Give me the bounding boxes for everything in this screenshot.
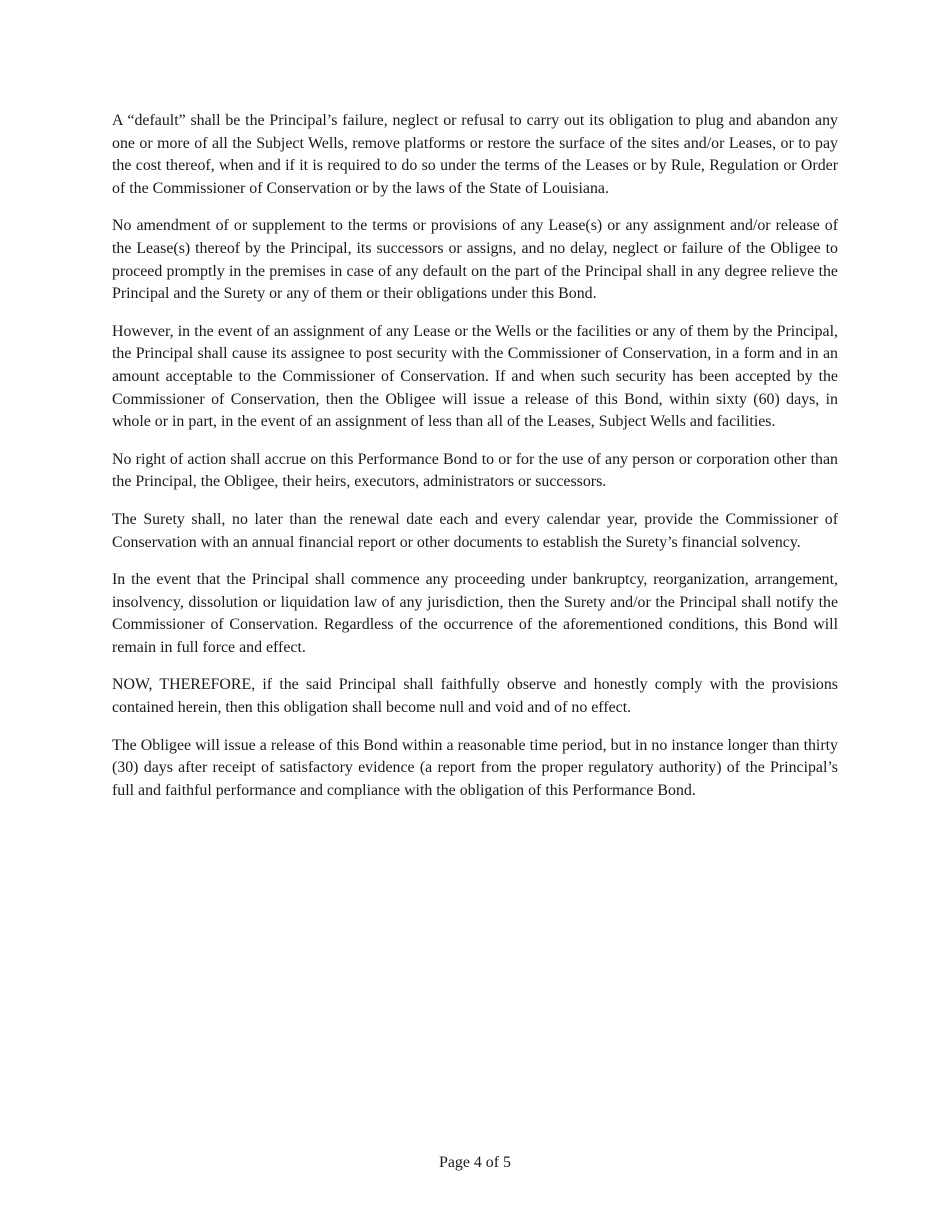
- paragraph-surety-report: The Surety shall, no later than the renewal date each and every calendar year, provide the Commissioner of Conservation with an annual financial report or other documents to establish the Surety’s financial solvency.: [112, 510, 838, 551]
- paragraph-right-of-action: No right of action shall accrue on this Performance Bond to or for the use of any person or corporation other than the Principal, the Obligee, their heirs, executors, administrators or successors.: [112, 450, 838, 491]
- page-number: Page 4 of 5: [439, 1154, 511, 1171]
- paragraph-release: The Obligee will issue a release of this Bond within a reasonable time period, but in no instance longer than thirty (30) days after receipt of satisfactory evidence (a report from the proper regulatory authority) of the Principal’s full and faithful performance and compliance with the obligation of this Performance Bond.: [112, 736, 838, 799]
- paragraph-bankruptcy: In the event that the Principal shall commence any proceeding under bankruptcy, reorganization, arrangement, insolvency, dissolution or liquidation law of any jurisdiction, then the Surety and/or the Principal shall notify the Commissioner of Conservation. Regardless of the occurrence of the aforementioned conditions, this Bond will remain in full force and effect.: [112, 571, 838, 656]
- document-body: [112, 110, 838, 817]
- paragraph-now-therefore: NOW, THEREFORE, if the said Principal shall faithfully observe and honestly comply with the provisions contained herein, then this obligation shall become null and void and of no effect.: [112, 676, 838, 717]
- paragraph-default-definition: A “default” shall be the Principal’s failure, neglect or refusal to carry out its obligation to plug and abandon any one or more of all the Subject Wells, remove platforms or restore the surface of the sites and/or Leases, or to pay the cost thereof, when and if it is required to do so under the terms of the Leases or by Rule, Regulation or Order of the Commissioner of Conservation or by the laws of the State of Louisiana.: [112, 112, 838, 197]
- paragraph-amendment: No amendment of or supplement to the terms or provisions of any Lease(s) or any assignment and/or release of the Lease(s) thereof by the Principal, its successors or assigns, and no delay, neglect or failure of the Obligee to proceed promptly in the premises in case of any default on the part of the Principal shall in any degree relieve the Principal and the Surety or any of them or their obligations under this Bond.: [112, 217, 838, 303]
- paragraph-assignment: However, in the event of an assignment of any Lease or the Wells or the facilities or any of them by the Principal, the Principal shall cause its assignee to post security with the Commissioner of Conservation, in a form and in an amount acceptable to the Commissioner of Conservation. If and when such security has been accepted by the Commissioner of Conservation, then the Obligee will issue a release of this Bond, within sixty (60) days, in whole or in part, in the event of an assignment of less than all of the Leases, Subject Wells and facilities.: [112, 322, 838, 431]
